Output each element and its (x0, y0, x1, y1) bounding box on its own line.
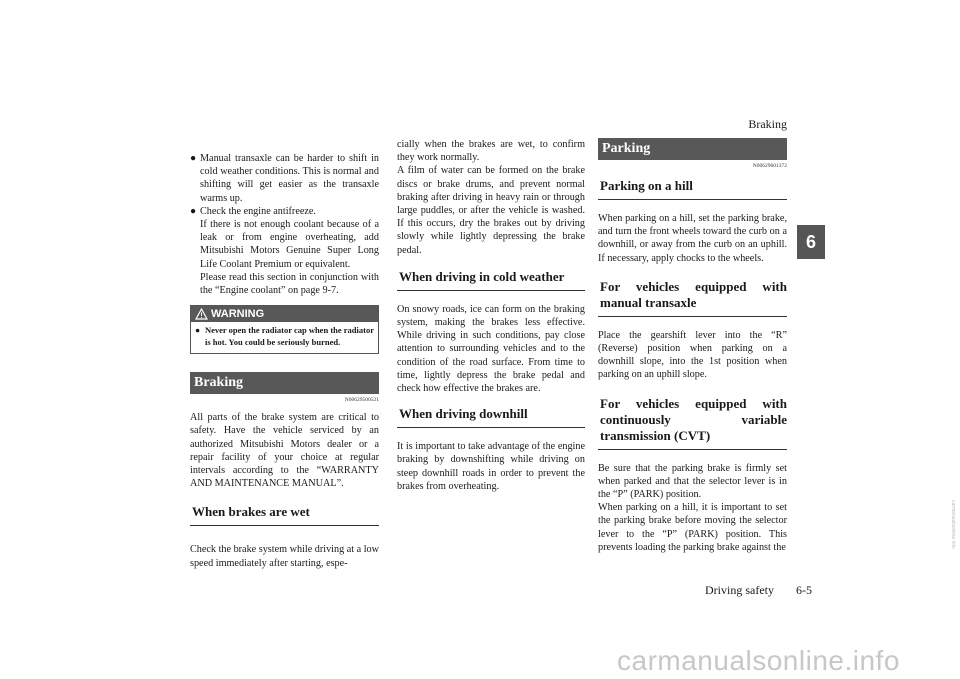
subheading-cvt: For vehicles equipped with continuously variable transmission (CVT) (598, 394, 787, 450)
warning-header: WARNING (191, 306, 378, 322)
page-number: 6-5 (795, 583, 812, 597)
watermark-small: carmanualsonline.info (950, 500, 956, 549)
footer-section: Driving safety (705, 583, 774, 597)
bullet-item: ● Check the engine antifreeze. (190, 205, 316, 217)
bullet-icon: ● (190, 153, 197, 164)
warning-triangle-icon (195, 308, 208, 320)
paragraph: Place the gearshift lever into the “R” (Reverse) position when parking on a downhill slope, into the 1st position when parking on an uphill slope. (598, 329, 787, 381)
page-footer (705, 583, 812, 598)
paragraph: All parts of the brake system are critical to safety. Have the vehicle serviced by an authorized Mitsubishi Motors dealer or a repair facility of your choice at regular intervals according to the “WARRANTY AND MAINTENANCE MANUAL”. (190, 412, 379, 490)
column-3 (598, 138, 787, 554)
warning-text: ● Never open the radiator cap when the radiator is hot. You could be seriously burned. (195, 325, 374, 347)
reference-code: N00629500521 (344, 397, 379, 404)
paragraph: If there is not enough coolant because of a leak or from engine overheating, add Mitsubishi Motors Genuine Super Long Life Coolant Premium or equivalent. (200, 219, 379, 270)
subheading-manual-transaxle: For vehicles equipped with manual transaxle (598, 277, 787, 317)
paragraph: When parking on a hill, set the parking brake, and turn the front wheels toward the curb on a downhill, or away from the curb on an uphill. If necessary, apply chocks to the wheels. (598, 213, 787, 264)
bullet-item: ● Manual transaxle can be harder to shift in cold weather conditions. This is normal and shifting will get easier as the transaxle warms up. (190, 153, 379, 204)
paragraph: Please read this section in conjunction with the “Engine coolant” on page 9-7. (200, 271, 379, 297)
paragraph: cially when the brakes are wet, to confirm they work normally. (397, 139, 585, 164)
page-title: Braking (748, 117, 787, 131)
paragraph: On snowy roads, ice can form on the braking system, making the brakes less effective. While driving in such conditions, pay close attention to surrounding vehicles and to the condition of the road surface. From time to time, lightly depress the brake pedal and check how effective the brakes are. (397, 303, 585, 395)
subheading-wet-brakes: When brakes are wet (190, 502, 379, 526)
paragraph: It is important to take advantage of the engine braking by downshifting while driving on steep downhill roads in order to prevent the brakes from overheating. (397, 441, 585, 492)
subheading-downhill: When driving downhill (397, 404, 585, 428)
paragraph: When parking on a hill, it is important to set the parking brake before moving the selector lever to the “P” (PARK) position. This prevents loading the parking brake against the (598, 502, 787, 553)
reference-code: N00629601372 (752, 163, 787, 169)
paragraph: Be sure that the parking brake is firmly set when parked and that the selector lever is in the “P” (PARK) position. (598, 462, 787, 501)
watermark: carmanualsonline.info (617, 645, 900, 676)
chapter-tab: 6 (797, 225, 825, 259)
subheading-parking-hill: Parking on a hill (598, 176, 787, 200)
bullet-icon: ● (190, 205, 197, 217)
paragraph: Check the brake system while driving at a low speed immediately after starting, espe- (190, 544, 379, 569)
column-1 (190, 152, 379, 570)
section-heading-braking: Braking (190, 372, 379, 394)
paragraph: A film of water can be formed on the brake discs or brake drums, and prevent normal braking after driving in heavy rain or through large puddles, or after the vehicle is washed. If this occurs, dry the brakes out by driving slowly while lightly depressing the brake pedal. (397, 165, 585, 256)
column-2 (397, 138, 585, 493)
section-heading-parking: Parking (598, 138, 787, 160)
warning-box (190, 305, 379, 354)
bullet-icon: ● (195, 325, 201, 336)
subheading-cold-weather: When driving in cold weather (397, 267, 585, 291)
